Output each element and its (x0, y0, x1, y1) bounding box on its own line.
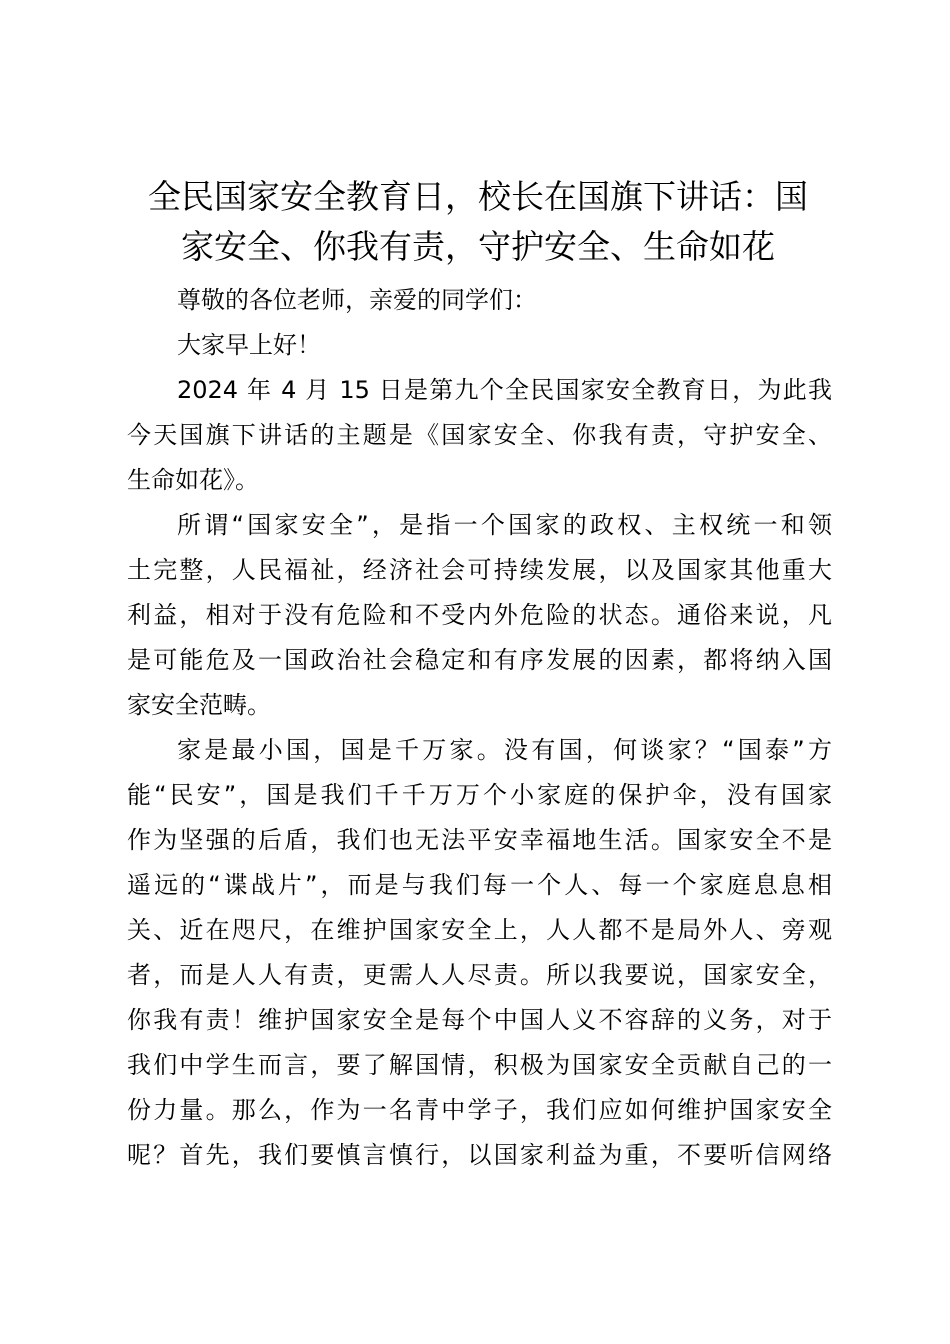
paragraph-line: 你我有责！维护国家安全是每个中国人义不容辞的义务，对于 (127, 1006, 832, 1034)
paragraph-line: 家安全范畴。 (127, 691, 271, 719)
paragraph-line: 利益，相对于没有危险和不受内外危险的状态。通俗来说，凡 (127, 601, 832, 629)
paragraph-topic (127, 368, 832, 503)
paragraph-line: 能“民安”，国是我们千千万万个小家庭的保护伞，没有国家 (127, 781, 832, 809)
title-line-1: 全民国家安全教育日，校长在国旗下讲话：国 (148, 177, 808, 216)
paragraph-line: 尊敬的各位老师，亲爱的同学们： (177, 286, 537, 314)
paragraph-line: 生命如花》。 (127, 466, 259, 494)
paragraph-salutation (127, 278, 832, 323)
document-body (127, 278, 832, 1178)
paragraph-line: 者，而是人人有责，更需人人尽责。所以我要说，国家安全， (127, 961, 832, 989)
paragraph-line: 关、近在咫尺，在维护国家安全上，人人都不是局外人、旁观 (127, 916, 832, 944)
paragraph-line: 大家早上好！ (177, 331, 321, 359)
paragraph-line: 所谓“国家安全”，是指一个国家的政权、主权统一和领 (177, 511, 832, 539)
paragraph-line: 家是最小国，国是千万家。没有国，何谈家？“国泰”方 (177, 736, 832, 764)
paragraph-line: 份力量。那么，作为一名青中学子，我们应如何维护国家安全 (127, 1096, 832, 1124)
paragraph-line: 遥远的“谍战片”，而是与我们每一个人、每一个家庭息息相 (127, 871, 832, 899)
paragraph-line: 2024 年 4 月 15 日是第九个全民国家安全教育日，为此我 (177, 376, 832, 404)
title-line-2: 家安全、你我有责，守护安全、生命如花 (181, 227, 775, 266)
paragraph-line: 呢？首先，我们要慎言慎行，以国家利益为重，不要听信网络 (127, 1141, 832, 1169)
paragraph-line: 作为坚强的后盾，我们也无法平安幸福地生活。国家安全不是 (127, 826, 832, 854)
paragraph-line: 土完整，人民福祉，经济社会可持续发展，以及国家其他重大 (127, 556, 832, 584)
document-title (120, 172, 836, 272)
paragraph-responsibility (127, 728, 832, 1178)
paragraph-definition (127, 503, 832, 728)
paragraph-line: 今天国旗下讲话的主题是《国家安全、你我有责，守护安全、 (127, 421, 832, 449)
paragraph-line: 我们中学生而言，要了解国情，积极为国家安全贡献自己的一 (127, 1051, 832, 1079)
paragraph-greeting (127, 323, 832, 368)
paragraph-line: 是可能危及一国政治社会稳定和有序发展的因素，都将纳入国 (127, 646, 832, 674)
